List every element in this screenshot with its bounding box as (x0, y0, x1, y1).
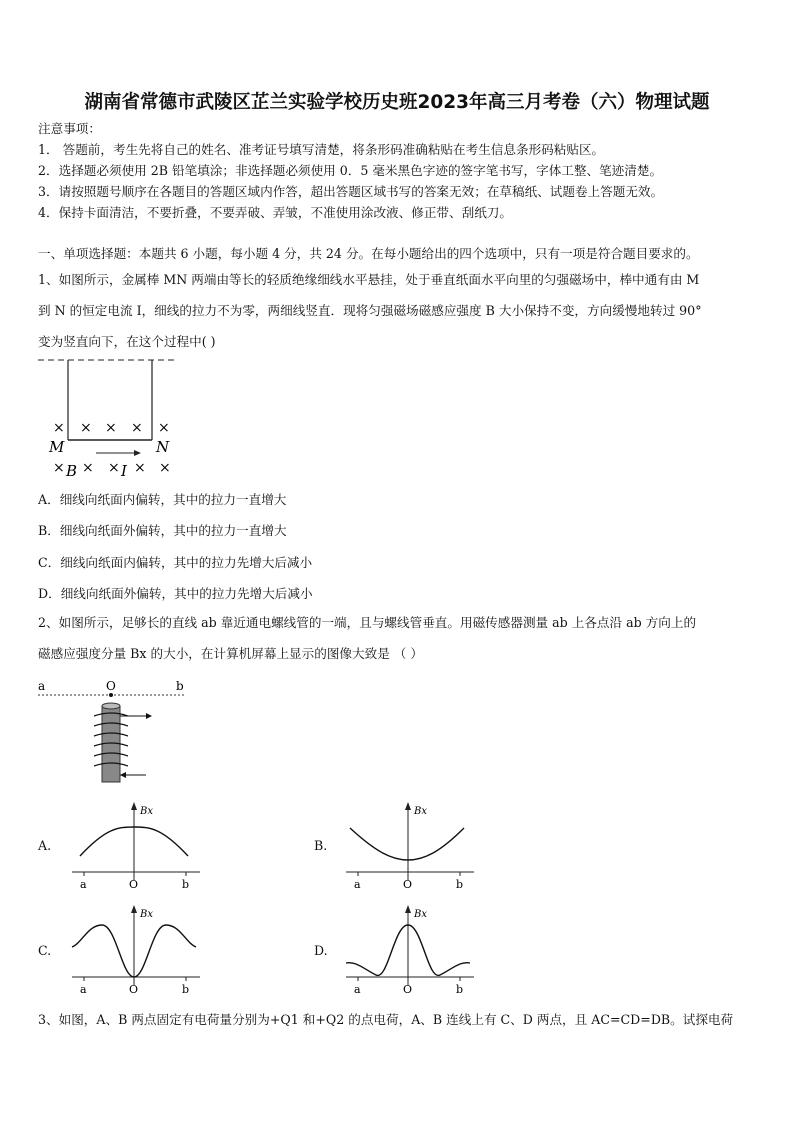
tick-label-a: a (354, 983, 361, 995)
point-o (109, 693, 113, 697)
option-c: C．细线向纸面内偏转，其中的拉力先增大后减小 (38, 555, 313, 570)
y-axis-arrow (131, 905, 137, 913)
field-cross: × (134, 460, 146, 476)
notice-item: 3．请按照题号顺序在各题目的答题区域内作答，超出答题区域书写的答案无效；在草稿纸、试题卷上答题无效。 (38, 184, 664, 199)
question-2-line: 2、如图所示，足够长的直线 ab 靠近通电螺线管的一端，且与螺线管垂直。用磁传感器测量 ab 上各点沿 ab 方向上的 (38, 615, 697, 630)
arrow-head (146, 713, 152, 719)
label-a: a (38, 679, 46, 693)
tick-label-o: O (403, 983, 413, 995)
arrow-head (120, 772, 126, 778)
graph-b (342, 800, 482, 892)
page-title: 湖南省常德市武陵区芷兰实验学校历史班2023年高三月考卷（六）物理试题 (84, 92, 710, 113)
graph-a-letter: A. (38, 838, 52, 853)
solenoid-figure (34, 676, 204, 786)
tick-label-b: b (456, 983, 464, 995)
question-1-line: 到 N 的恒定电流 I，细线的拉力不为零，两细线竖直．现将匀强磁场磁感应强度 B 大小保持不变，方向缓慢地转过 90° (38, 303, 702, 318)
y-label: Bx (414, 806, 427, 817)
question-2-line: 磁感应强度分量 Bx 的大小，在计算机屏幕上显示的图像大致是 （ ） (38, 646, 423, 661)
y-axis-arrow (131, 802, 137, 810)
tick-label-o: O (129, 983, 139, 995)
label-o: O (106, 679, 116, 693)
question-1-line: 1、如图所示，金属棒 MN 两端由等长的轻质绝缘细线水平悬挂，处于垂直纸面水平向里的匀强磁场中，棒中通有由 M (38, 272, 700, 287)
tick-label-b: b (182, 878, 190, 891)
tick-label-o: O (129, 878, 139, 891)
field-cross: × (108, 460, 120, 476)
field-cross: × (53, 460, 65, 476)
section-heading: 一、单项选择题：本题共 6 小题，每小题 4 分，共 24 分。在每小题给出的四个选项中，只有一项是符合题目要求的。 (38, 246, 699, 261)
notice-item: 1． 答题前，考生先将自己的姓名、准考证号填写清楚，将条形码准确粘贴在考生信息条形码粘贴区。 (38, 142, 605, 157)
tick-label-a: a (80, 878, 87, 891)
y-label: Bx (414, 909, 427, 920)
option-b: B．细线向纸面外偏转，其中的拉力一直增大 (38, 523, 287, 538)
notice-heading: 注意事项： (38, 121, 101, 136)
label-m: M (49, 438, 65, 456)
graph-c-letter: C. (38, 943, 52, 958)
label-n: N (156, 438, 170, 456)
field-cross: × (80, 420, 92, 436)
y-axis-arrow (405, 802, 411, 810)
tick-label-a: a (354, 878, 361, 891)
label-i: I (121, 462, 127, 480)
option-a: A．细线向纸面内偏转，其中的拉力一直增大 (38, 492, 287, 507)
curve (350, 828, 464, 860)
question-3-line: 3、如图，A、B 两点固定有电荷量分别为+Q1 和+Q2 的点电荷，A、B 连线上有 C、D 两点，且 AC=CD=DB。试探电荷 (38, 1012, 734, 1027)
field-cross: × (159, 460, 171, 476)
field-cross: × (53, 420, 65, 436)
y-label: Bx (140, 909, 153, 920)
tick-label-b: b (182, 983, 190, 995)
option-d: D．细线向纸面外偏转，其中的拉力先增大后减小 (38, 586, 313, 601)
question-1-figure (38, 352, 188, 482)
y-label: Bx (140, 806, 153, 817)
graph-d (342, 903, 482, 995)
field-cross: × (105, 420, 117, 436)
question-1-line: 变为竖直向下，在这个过程中( ) (38, 334, 216, 349)
graph-c (68, 903, 208, 995)
tick-label-b: b (456, 878, 464, 891)
tick-label-o: O (403, 878, 413, 891)
solenoid-top (102, 703, 120, 709)
notice-item: 4．保持卡面清洁，不要折叠，不要弄破、弄皱，不准使用涂改液、修正带、刮纸刀。 (38, 205, 512, 220)
graph-d-letter: D. (314, 943, 328, 958)
y-axis-arrow (405, 905, 411, 913)
graph-a (68, 800, 208, 892)
current-arrow-head (134, 450, 141, 456)
tick-label-a: a (80, 983, 87, 995)
label-b: B (66, 462, 78, 480)
notice-item: 2．选择题必须使用 2B 铅笔填涂；非选择题必须使用 0．5 毫米黑色字迹的签字笔书写，字体工整、笔迹清楚。 (38, 163, 663, 178)
graph-b-letter: B. (314, 838, 328, 853)
field-cross: × (158, 420, 170, 436)
label-b: b (176, 679, 184, 693)
field-cross: × (131, 420, 143, 436)
field-cross: × (82, 460, 94, 476)
